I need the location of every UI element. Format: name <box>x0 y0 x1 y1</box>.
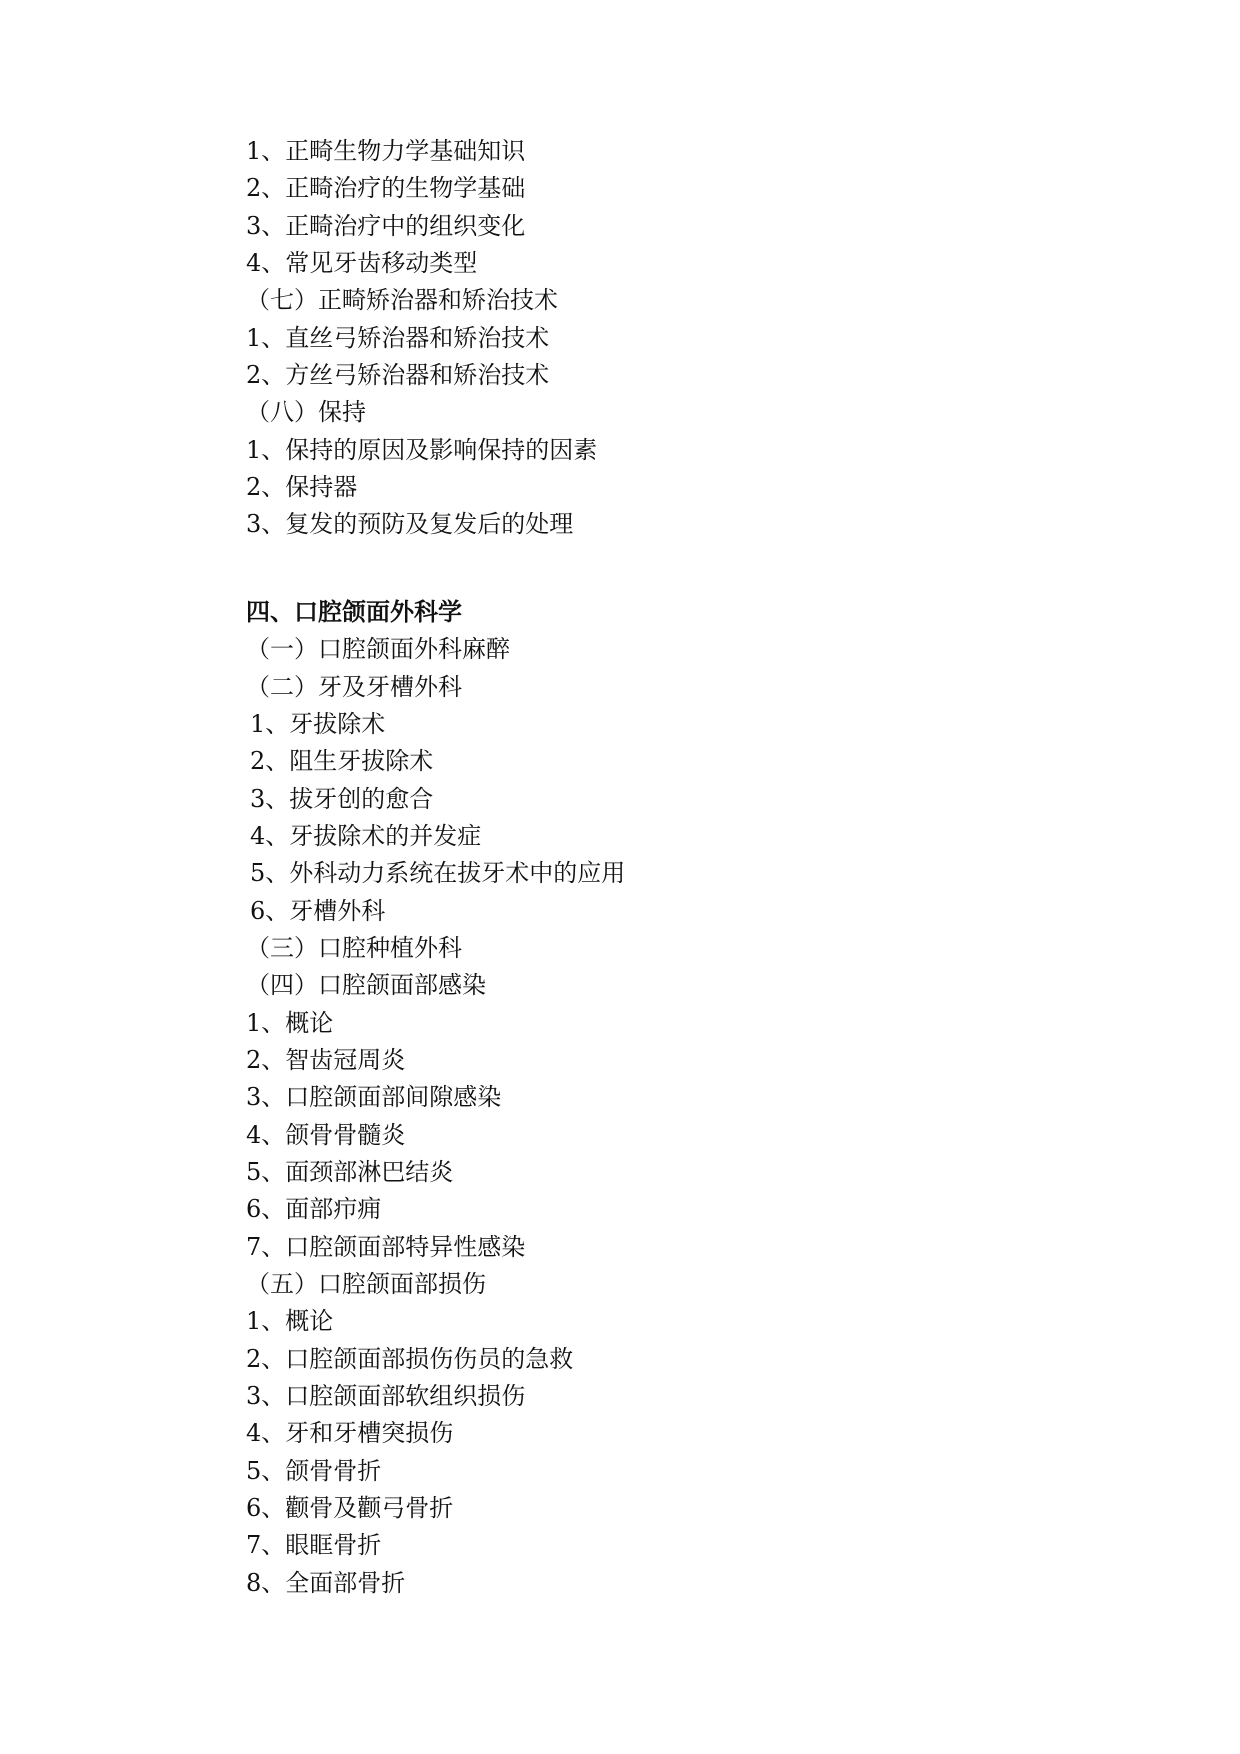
section-heading: （七）正畸矫治器和矫治技术 <box>246 286 558 314</box>
section-heading: （四）口腔颌面部感染 <box>246 971 486 999</box>
list-item: 1、概论 <box>246 1307 334 1335</box>
list-item: 2、方丝弓矫治器和矫治技术 <box>246 361 550 389</box>
section-heading: （五）口腔颌面部损伤 <box>246 1270 486 1298</box>
list-item: 3、正畸治疗中的组织变化 <box>246 212 526 240</box>
list-item: 3、拔牙创的愈合 <box>250 785 434 813</box>
list-item: 6、牙槽外科 <box>250 897 386 925</box>
section-heading: （一）口腔颌面外科麻醉 <box>246 635 510 663</box>
section-heading: （二）牙及牙槽外科 <box>246 673 462 701</box>
list-item: 1、保持的原因及影响保持的因素 <box>246 436 598 464</box>
list-item: 7、口腔颌面部特异性感染 <box>246 1233 526 1261</box>
list-item: 1、牙拔除术 <box>250 710 386 738</box>
list-item: 2、智齿冠周炎 <box>246 1046 406 1074</box>
list-item: 1、概论 <box>246 1009 334 1037</box>
list-item: 6、面部疖痈 <box>246 1195 382 1223</box>
list-item: 2、口腔颌面部损伤伤员的急救 <box>246 1345 574 1373</box>
section-heading: （八）保持 <box>246 398 366 426</box>
list-item: 7、眼眶骨折 <box>246 1531 382 1559</box>
list-item: 1、正畸生物力学基础知识 <box>246 137 526 165</box>
section-heading: （三）口腔种植外科 <box>246 934 462 962</box>
list-item: 4、颌骨骨髓炎 <box>246 1121 406 1149</box>
list-item: 5、颌骨骨折 <box>246 1457 382 1485</box>
list-item: 2、正畸治疗的生物学基础 <box>246 174 526 202</box>
list-item: 3、口腔颌面部间隙感染 <box>246 1083 502 1111</box>
chapter-heading: 四、口腔颌面外科学 <box>246 597 462 626</box>
list-item: 3、复发的预防及复发后的处理 <box>246 510 574 538</box>
list-item: 1、直丝弓矫治器和矫治技术 <box>246 324 550 352</box>
list-item: 2、阻生牙拔除术 <box>250 747 434 775</box>
list-item: 2、保持器 <box>246 473 358 501</box>
list-item: 5、外科动力系统在拔牙术中的应用 <box>250 859 626 887</box>
list-item: 4、常见牙齿移动类型 <box>246 249 478 277</box>
list-item: 8、全面部骨折 <box>246 1569 406 1597</box>
list-item: 4、牙和牙槽突损伤 <box>246 1419 454 1447</box>
list-item: 3、口腔颌面部软组织损伤 <box>246 1382 526 1410</box>
list-item: 6、颧骨及颧弓骨折 <box>246 1494 454 1522</box>
list-item: 4、牙拔除术的并发症 <box>250 822 482 850</box>
list-item: 5、面颈部淋巴结炎 <box>246 1158 454 1186</box>
